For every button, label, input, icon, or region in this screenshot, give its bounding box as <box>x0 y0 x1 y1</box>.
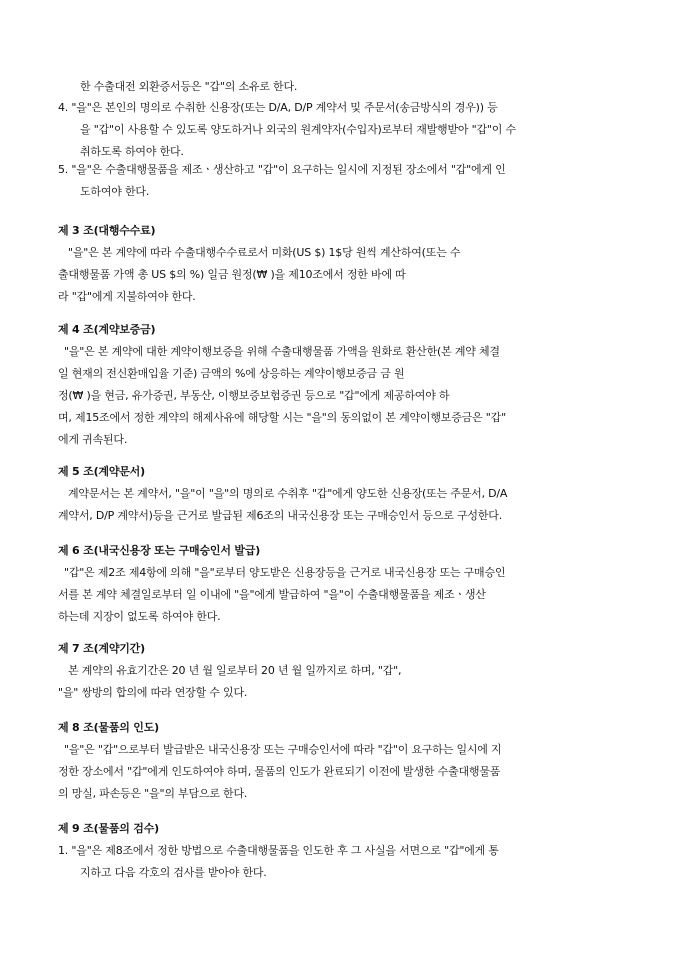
article-line: 에게 귀속된다. <box>58 433 128 446</box>
article-line: "갑"은 제2조 제4항에 의해 "을"로부터 양도받은 신용장등을 근거로 내국신용장 또는 구매승인 <box>64 566 506 579</box>
article-title: 제 9 조(물품의 검수) <box>58 822 159 835</box>
article-line: "을"은 본 계약에 따라 수출대행수수료로서 미화(US $) 1$당 원씩 계산하여(또는 수 <box>68 246 461 259</box>
article-title: 제 7 조(계약기간) <box>58 642 145 655</box>
article-title: 제 3 조(대행수수료) <box>58 224 156 237</box>
article-7 <box>58 638 624 704</box>
item-line <box>58 159 624 181</box>
article-line: 계약문서는 본 계약서, "을"이 "을"의 명의로 수취후 "갑"에게 양도한 신용장(또는 주문서, D/A <box>68 487 508 500</box>
item-line: 을 "갑"이 사용할 수 있도록 양도하거나 외국의 원계약자(수입자)로부터 재발행받아 "갑"이 수 <box>80 123 516 136</box>
article-5 <box>58 461 624 527</box>
article-title: 제 4 조(계약보증금) <box>58 323 156 336</box>
item-line: 도하여야 한다. <box>80 185 150 198</box>
item-line: 취하도록 하여야 한다. <box>80 145 184 158</box>
article-line: 본 계약의 유효기간은 20 년 월 일로부터 20 년 월 일까지로 하며, "갑", <box>68 664 402 677</box>
article-line: 출대행물품 가액 총 US $의 %) 일금 원정(₩ )을 제10조에서 정한 바에 따 <box>58 268 406 281</box>
article2-item-5 <box>58 159 624 203</box>
item-text: "을"은 제8조에서 정한 방법으로 수출대행물품을 인도한 후 그 사실을 서면으로 "갑"에게 통 <box>71 844 499 857</box>
article-4 <box>58 319 624 451</box>
item-number: 5. <box>58 163 69 176</box>
continuation-paragraph <box>58 76 624 98</box>
item-line <box>58 97 624 119</box>
article-line: 서를 본 계약 체결일로부터 일 이내에 "을"에게 발급하여 "을"이 수출대행물품을 제조ㆍ생산 <box>58 588 486 601</box>
article-line: 일 현재의 전신환매입율 기준) 금액의 %에 상응하는 계약이행보증금 금 원 <box>58 367 405 380</box>
article-line: 지하고 다음 각호의 검사를 받아야 한다. <box>80 866 267 879</box>
item-number: 1. <box>58 844 69 857</box>
article-line: 라 "갑"에게 지불하여야 한다. <box>58 290 196 303</box>
article-title: 제 8 조(물품의 인도) <box>58 721 159 734</box>
article-line: 의 망실, 파손등은 "을"의 부담으로 한다. <box>58 787 248 800</box>
article2-item-4 <box>58 97 624 163</box>
article-line: "을" 쌍방의 합의에 따라 연장할 수 있다. <box>58 686 248 699</box>
article-line: 계약서, D/P 계약서)등을 근거로 발급된 제6조의 내국신용장 또는 구매승인서 등으로 구성한다. <box>58 509 502 522</box>
article-line: 정한 장소에서 "갑"에게 인도하여야 하며, 물품의 인도가 완료되기 이전에 발생한 수출대행물품 <box>58 765 501 778</box>
article-title: 제 6 조(내국신용장 또는 구매승인서 발급) <box>58 544 261 557</box>
article-line <box>58 840 624 862</box>
article-line: "을"은 본 계약에 대한 계약이행보증을 위해 수출대행물품 가액을 원화로 환산한(본 계약 체결 <box>64 345 500 358</box>
article-9 <box>58 818 624 884</box>
article-3 <box>58 220 624 308</box>
item-text: "을"은 본인의 명의로 수취한 신용장(또는 D/A, D/P 계약서 및 주문서(송금방식의 경우)) 등 <box>71 101 498 114</box>
article-line: 하는데 지장이 없도록 하여야 한다. <box>58 610 221 623</box>
article-title: 제 5 조(계약문서) <box>58 465 145 478</box>
article-line: 며, 제15조에서 정한 계약의 해제사유에 해당할 시는 "을"의 동의없이 본 계약이행보증금은 "갑" <box>58 411 506 424</box>
article-6 <box>58 540 624 628</box>
article-8 <box>58 717 624 805</box>
continuation-line: 한 수출대전 외환증서등은 "갑"의 소유로 한다. <box>80 80 298 93</box>
article-line: "을"은 "갑"으로부터 발급받은 내국신용장 또는 구매승인서에 따라 "갑"이 요구하는 일시에 지 <box>64 743 502 756</box>
item-text: "을"은 수출대행물품을 제조ㆍ생산하고 "갑"이 요구하는 일시에 지정된 장소에서 "갑"에게 인 <box>71 163 506 176</box>
article-line: 정(₩ )을 현금, 유가증권, 부동산, 이행보증보험증권 등으로 "갑"에게 제공하여야 하 <box>58 389 450 402</box>
item-number: 4. <box>58 101 69 114</box>
